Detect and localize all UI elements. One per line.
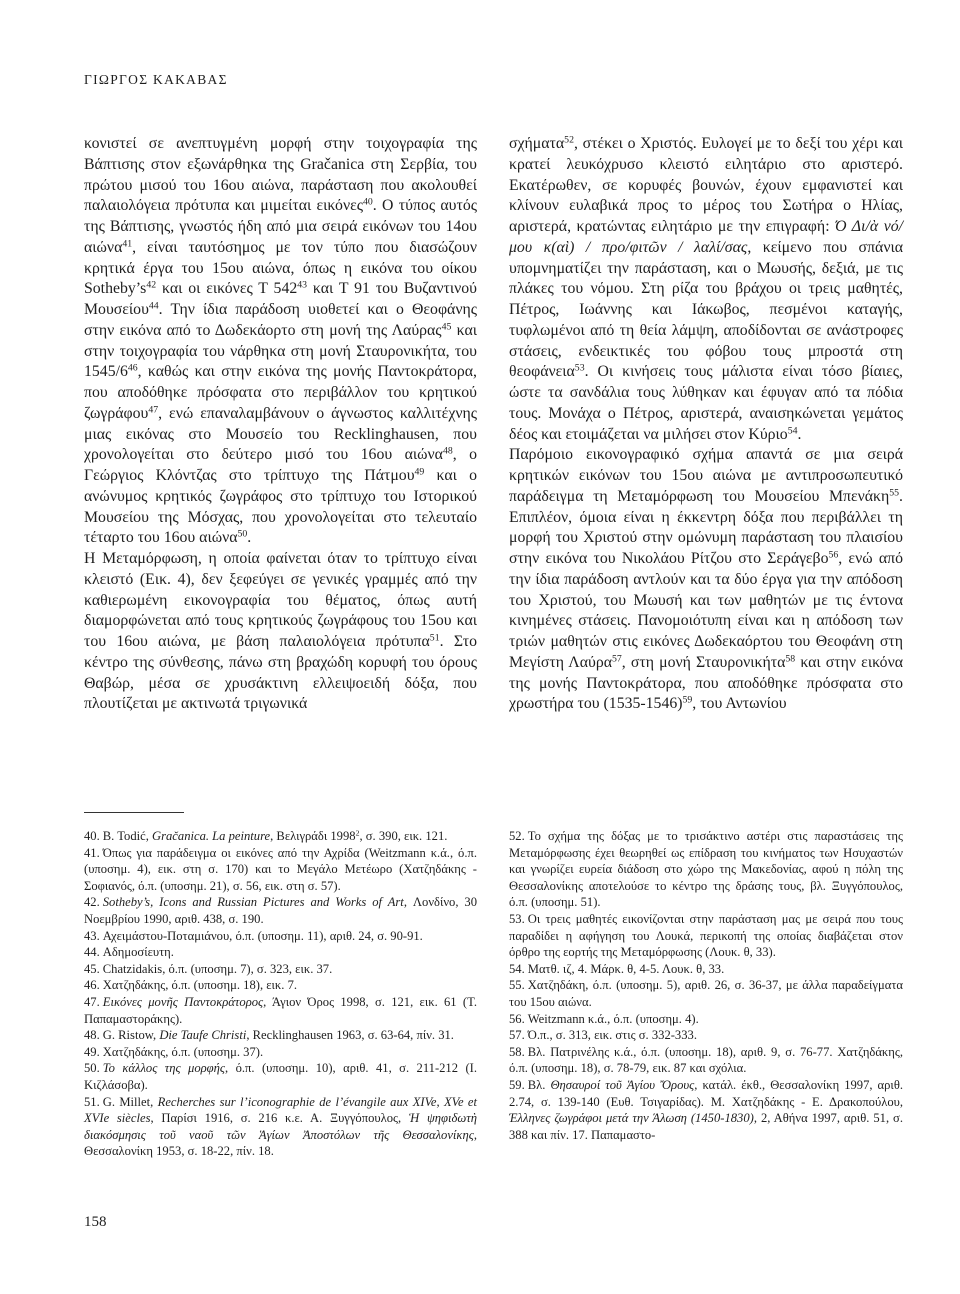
footnote (509, 961, 903, 978)
text-run: . (797, 425, 802, 443)
body-column-left (84, 134, 477, 715)
footnote-ref: 44 (148, 300, 159, 312)
text-run: , ο Γεώργιος Κλόντζας στο τρίπτυχο της Πάτμου (84, 446, 477, 484)
footnote-text: , Recklinghausen 1963, σ. 63-64, πίν. 31. (246, 1028, 454, 1043)
footnote-number: 51. (84, 1094, 100, 1109)
footnote-text: , κατάλ. έκθ., Θεσσαλονίκη 1997, αριθ. 2.74, σ. 139-140 (Ευθ. Τσιγαρίδας). Μ. Χατζηδάκης - Ε. Δρακοπούλου, (509, 1077, 904, 1109)
footnote-text: Recherches sur l’iconographie de l’évangile aux XIVe, XVe et XVIe siècles (84, 1094, 477, 1126)
footnote-text: Έλληνες ζωγράφοι μετά την Άλωση (1450-1830) (509, 1111, 754, 1126)
footnote-text: Ἡ ψηφιδωτὴ διακόσμησις τοῦ ναοῦ τῶν Ἁγίων Ἀποστόλων τῆς Θεσσαλονίκης (84, 1111, 478, 1142)
body-text-left (84, 134, 477, 715)
footnote-ref: 40 (362, 196, 373, 208)
footnote-text: Weitzmann κ.ά., ό.π. (υποσημ. 4). (527, 1011, 699, 1026)
footnote (84, 828, 477, 845)
footnote (84, 1044, 477, 1061)
footnote-text: Gračanica. La peinture (152, 829, 271, 843)
footnote-text: B. Todić, (102, 829, 153, 843)
footnote-text: , Βελιγράδι 1998 (270, 829, 356, 843)
text-run: κονιστεί σε ανεπτυγμένη μορφή στην τοιχογραφία της Βάπτισης στον εξωνάρθηκα της Gračanica στη Σερβία, του πρώτου μισού του 16ου αιώνα, παράσταση που ακολουθεί παλαιολόγεια πρότυπα και μιμείται εικόνες (84, 135, 477, 215)
footnote-number: 42. (84, 895, 100, 910)
text-run: Παρόμοιο εικονογραφικό σχήμα απαντά σε μια σειρά κρητικών εικόνων του 15ου αιώνα με αντιπροσωπευτικό παράδειγμα τη Μεταμόρφωση του Μουσείου Μπενάκη (509, 446, 903, 505)
footnote-text: Αδημοσίευτη. (102, 945, 174, 960)
footnote-ref: 47 (148, 404, 159, 416)
footnote-text: , ό.π. (υποσημ. 10), αριθ. 41, σ. 211-212 (Ι. Κιζλάσοβα). (84, 1061, 477, 1092)
footnote-text: Chatzidakis, ό.π. (υποσημ. 7), σ. 323, εικ. 37. (102, 961, 333, 976)
footnote (509, 1044, 903, 1077)
footnote-text: Βλ. Πατρινέλης κ.ά., ό.π. (υποσημ. 18), αριθ. 9, σ. 76-77. Χατζηδάκης, ό.π. (υποσημ. 18), σ. 78-79, εικ. 87 και σχόλια. (509, 1044, 903, 1076)
footnote-text: Εικόνες μονῆς Παντοκράτορος (102, 994, 264, 1009)
footnote (509, 911, 903, 961)
footnote-number: 58. (509, 1044, 525, 1059)
text-run: . Στο κέντρο της σύνθεσης, πάνω στη βραχώδη κορυφή του όρους Θαβώρ, μέσα σε χρυσάκτινη ελλειψοειδή δόξα, που πλουτίζεται με ακτινωτά τριγωνικά (84, 633, 477, 713)
footnote-ref: 57 (612, 653, 622, 665)
footnote (84, 961, 477, 978)
text-run: και στην τοιχογραφία του νάρθηκα στη μονή Σταυρονικήτα, του 1545/6 (84, 321, 477, 381)
footnote-number: 55. (509, 978, 525, 993)
footnote-ref: 48 (442, 445, 453, 457)
footnote-number: 57. (509, 1028, 525, 1043)
footnotes-right (509, 828, 903, 1143)
footnote-ref: 55 (889, 487, 900, 499)
footnote-ref: 45 (441, 321, 452, 333)
footnote (509, 1011, 903, 1028)
footnote-text: , σ. 390, εικ. 121. (359, 829, 448, 843)
text-run: , κείμενο που σπάνια υπομνηματίζει την παράσταση, και ο Μωυσής, δεξιά, με τις πλάκες του νόμου. Στη ρίζα του βράχου οι τρεις μαθητές, Πέτρος, Ιωάννης και Ιάκωβος, πεσμένοι καταγής, τυφλωμένοι από τη θεία λάμψη, αποδίδονται σε ανάστροφες στάσεις, ενδεικτικές του φόβου τους μπροστά στη θεοφάνεια (509, 238, 903, 381)
text-run: , του Αντωνίου (692, 695, 787, 713)
footnote (84, 1094, 477, 1160)
footnote-text: 2 (355, 828, 360, 838)
footnote-ref: 52 (564, 134, 574, 146)
footnote-ref: 42 (146, 279, 157, 291)
footnote (84, 928, 477, 945)
text-run: και Τ 91 του Βυζαντινού Μουσείου (84, 280, 477, 318)
footnote-text: Die Taufe Christi (159, 1028, 247, 1043)
footnote-ref: 58 (785, 653, 796, 665)
footnote-number: 45. (84, 961, 100, 976)
footnote (84, 977, 477, 994)
footnote-text: G. Millet, (102, 1094, 158, 1109)
footnote-ref: 43 (297, 279, 308, 291)
footnote-ref: 49 (414, 466, 425, 478)
footnote-ref: 50 (237, 528, 248, 540)
footnote-number: 59. (509, 1077, 525, 1092)
footnote-number: 47. (84, 994, 100, 1009)
text-run: και στην εικόνα της μονής Παντοκράτορα, που αποδόθηκε πρόσφατα στο χρωστήρα του (1535-1546) (509, 653, 903, 713)
footnote (84, 944, 477, 961)
footnote (509, 828, 903, 911)
footnote-text: Θησαυροί τοῦ Ἁγίου Ὄρους (550, 1077, 695, 1092)
footnote-text: , Λονδίνο, 30 Νοεμβρίου 1990, αριθ. 438, σ. 190. (84, 895, 477, 926)
footnote-text: G. Ristow, (102, 1028, 160, 1043)
text-run: . Ο τύπος αυτός της Βάπτισης, γνωστός ήδη από μια σειρά εικόνων του 14ου αιώνα (84, 197, 478, 256)
text-run: . Επιπλέον, όμοια είναι η έκκεντρη δόξα που περιβάλλει τη μορφή του Χριστού στην ομώνυμη παράσταση του πλαισίου στην εικόνα του Νικολάου Ρίτζου στο Σεράγεβο (509, 487, 903, 567)
footnote (509, 1077, 903, 1143)
footnote-text: , Θεσσαλονίκη 1953, σ. 18-22, πίν. 18. (84, 1127, 477, 1159)
footnote (509, 977, 903, 1010)
footnote-ref: 54 (787, 425, 798, 437)
footnote-text: , Άγιον Όρος 1998, σ. 121, εικ. 61 (Τ. Παπαμαστοράκης). (84, 994, 477, 1026)
footnote-ref: 51 (429, 632, 440, 644)
footnote-text: Όπως για παράδειγμα οι εικόνες από την Αχρίδα (Weitzmann κ.ά., ό.π. (υποσημ. 4), εικ. στη σ. 170) και το Μεγάλο Μετέωρο (Χατζηδάκης - Σοφιανός, ό.π. (υποσημ. 21), σ. 56, εικ. στη σ. 57). (84, 845, 477, 893)
text-run: , ενώ από την ίδια παράδοση αντλούν και τα δύο έργα για την απόδοση του Χριστού, του Μωυσή και των μαθητών με τις έντονα κινημένες στάσεις. Πανομοιότυπη είναι και η απόδοση των τριών μαθητών στις εικόνες Δωδεκαόρτου του Θεοφάνη στη Μεγίστη Λαύρα (509, 550, 903, 671)
footnote-number: 44. (84, 945, 100, 960)
footnote (84, 1060, 477, 1093)
footnote-number: 50. (84, 1061, 100, 1076)
footnote-number: 49. (84, 1044, 100, 1059)
footnote-text: Χατζηδάκη, ό.π. (υποσημ. 5), αριθ. 26, σ. 36-37, με άλλα παραδείγματα του 15ου αιώνα. (509, 978, 903, 1009)
text-run: , καθώς και στην εικόνα της μονής Παντοκράτορα, που αποδόθηκε πρόσφατα στο περιβάλλον του κρητικού ζωγράφου (84, 363, 477, 422)
footnote-ref: 56 (828, 549, 839, 561)
footnote-number: 41. (84, 845, 100, 860)
footnotes-left (84, 828, 477, 1160)
text-run: . Την ίδια παράδοση υιοθετεί και ο Θεοφάνης στην εικόνα από το Δωδεκάορτο στη μονή της Λαύρας (84, 301, 477, 339)
footnote (509, 1027, 903, 1044)
text-run: και οι εικόνες Τ 542 (156, 280, 298, 298)
footnote-text: Χατζηδάκης, ό.π. (υποσημ. 37). (102, 1044, 264, 1059)
footnote-number: 46. (84, 978, 100, 993)
running-head: ΓΙΩΡΓΟΣ ΚΑΚΑΒΑΣ (84, 72, 228, 87)
footnote-text: Χατζηδάκης, ό.π. (υποσημ. 18), εικ. 7. (102, 978, 298, 993)
footnote-text: , 2, Αθήνα 1997, αριθ. 51, σ. 388 και πίν. 17. Παπαμαστο- (509, 1111, 903, 1142)
footnote-text: Βλ. (527, 1077, 551, 1092)
footnote-text: Ματθ. ιζ, 4. Μάρκ. θ, 4-5. Λουκ. θ, 33. (527, 961, 725, 976)
footnote-text: Οι τρεις μαθητές εικονίζονται στην παράσταση μας με σειρά που τους παραδίδει η αφήγηση του Λουκά, περικοπή της οποίας διαβάζεται στον όρθρο της εορτής της Μεταμόρφωσης (Λουκ. θ, 33). (509, 911, 903, 960)
footnote-number: 56. (509, 1011, 525, 1026)
footnote-text: Το σχήμα της δόξας με το τρισάκτινο αστέρι στις παραστάσεις της Μεταμόρφωσης έχει θεωρηθεί ως επίδραση του κινήματος των Ησυχαστών και γνωρίζει ευρεία διάδοση στο χώρο της Μακεδονίας, αφού η πόλη της Θεσσαλονίκης αποτελούσε το κέντρο της δράσης τους, βλ. Ξυγγόπουλος, ό.π. (υποσημ. 51). (509, 829, 903, 910)
footnote-text: Αχειμάστου-Ποταμιάνου, ό.π. (υποσημ. 11), αριθ. 24, σ. 90-91. (102, 928, 423, 943)
body-column-right (509, 134, 903, 715)
footnote-number: 40. (84, 829, 100, 843)
footnote (84, 994, 477, 1027)
text-run: , είναι ταυτόσημος με τον τύπο που διασώζουν κρητικά έργα του 15ου αιώνα, όπως η εικόνα του οίκου Sotheby’s (84, 238, 477, 298)
footnote-ref: 59 (682, 694, 693, 706)
text-run: , στη μονή Σταυρονικήτα (621, 653, 786, 671)
footnote-ref: 46 (127, 362, 138, 374)
text-run: και ο ανώνυμος κρητικός ζωγράφος στο τρίπτυχο του Ιστορικού Μουσείου της Μόσχας, που χρονολογείται στο τελευταίο τέταρτο του 16ου αιώνα (84, 467, 477, 547)
footnote-number: 53. (509, 911, 525, 926)
text-run: Η Μεταμόρφωση, η οποία φαίνεται όταν το τρίπτυχο είναι κλειστό (Εικ. 4), δεν ξεφεύγει σε γενικές γραμμές από την καθιερωμένη εικονογραφία του θέματος, όπως αυτή διαμορφώνεται από τους κρητικούς ζωγράφους του 15ου και του 16ου αιώνα, με βάση παλαιολόγεια πρότυπα (84, 550, 477, 650)
footnote-number: 43. (84, 928, 100, 943)
italic-text: Ό Δι/ὰ νό/μου κ(αὶ) / προ/φιτῶν / λαλί/σας (509, 218, 903, 256)
footnote-number: 54. (509, 961, 525, 976)
footnote-text: Sotheby’s, Icons and Russian Pictures and Works of Art (102, 895, 404, 910)
text-run: , ενώ επαναλαμβάνουν ο άγνωστος καλλιτέχνης μιας εικόνας στο Μουσείο του Recklinghausen, που χρονολογείται στο δεύτερο μισό του 16ου αιώνα (84, 404, 477, 464)
text-run: . (247, 529, 252, 547)
footnote-text: Το κάλλος της μορφής (102, 1061, 226, 1076)
footnote-ref: 53 (574, 362, 585, 374)
footnote-number: 48. (84, 1028, 100, 1043)
footnote-text: Ό.π., σ. 313, εικ. στις σ. 332-333. (527, 1028, 697, 1043)
text-run: σχήματα (509, 135, 565, 152)
footnote (84, 894, 477, 927)
footnote (84, 1027, 477, 1044)
footnote-number: 52. (509, 829, 525, 843)
text-run: , στέκει ο Χριστός. Ευλογεί με το δεξί του χέρι και κρατεί λευκόχρυσο κλειστό ειλητάριο στο αριστερό. Εκατέρωθεν, σε κορυφές βουνών, έχουν εμφανιστεί και κλίνουν ευλαβικά προς το μέρος του Σωτήρα ο Ηλίας, αριστερά, κρατώντας ειλητάριο με την επιγραφή: (509, 135, 903, 235)
text-run: . Οι κινήσεις τους μάλιστα είναι τόσο βίαιες, ώστε τα σανδάλια τους λύθηκαν και έφυγαν από τα πόδια τους. Μονάχα ο Πέτρος, αριστερά, αναισηκώνεται γεμάτος δέος και ετοιμάζεται να μιλήσει στον Κύριο (509, 363, 903, 443)
body-text-right (509, 134, 903, 715)
footnote-separator (84, 812, 184, 813)
footnote-ref: 41 (122, 238, 133, 250)
footnote-text: , Παρίσι 1916, σ. 216 κ.ε. Α. Ξυγγόπουλος, (150, 1111, 409, 1126)
page-number: 158 (84, 1214, 107, 1230)
footnote (84, 845, 477, 895)
